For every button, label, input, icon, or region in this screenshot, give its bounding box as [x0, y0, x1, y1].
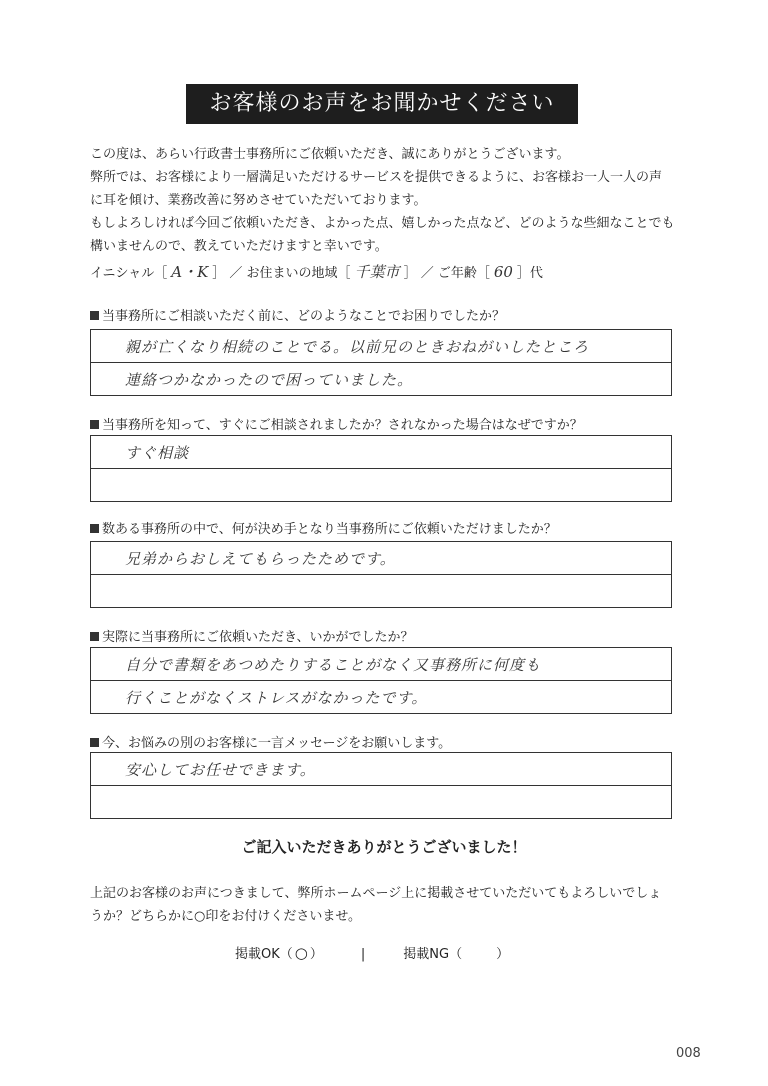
- publish-ok-close: ）: [309, 947, 323, 962]
- question-text: 数ある事務所の中で、何が決め手となり当事務所にご依頼いただけましたか？: [102, 522, 557, 537]
- square-bullet-icon: [90, 524, 99, 533]
- handwritten-answer: 連絡つかなかったので困っていました。: [125, 371, 414, 389]
- question-text: 実際に当事務所にご依頼いただき、いかがでしたか？: [102, 630, 414, 645]
- answer-row: [91, 330, 671, 363]
- answer-box-3: [90, 541, 672, 608]
- intro-text: [90, 143, 690, 258]
- consent-text: [90, 882, 690, 928]
- question-text: 当事務所を知って、すぐにご相談されましたか？されなかった場合はなぜですか？: [102, 418, 583, 433]
- age-label: ］ ／ ご年齢［: [403, 266, 490, 281]
- answer-row: [91, 753, 671, 786]
- age-value: 60: [493, 263, 513, 281]
- handwritten-answer: 行くことがなくストレスがなかったです。: [125, 689, 428, 707]
- square-bullet-icon: [90, 632, 99, 641]
- answer-row: [91, 575, 671, 607]
- answer-box-5: [90, 752, 672, 819]
- initial-value: A・K: [171, 263, 209, 281]
- answer-row: [91, 363, 671, 395]
- intro-line: に耳を傾け、業務改善に努めさせていただいております。: [90, 193, 427, 208]
- age-suffix: ］代: [516, 266, 543, 281]
- answer-row: [91, 469, 671, 501]
- square-bullet-icon: [90, 311, 99, 320]
- question-text: 当事務所にご相談いただく前に、どのようなことでお困りでしたか？: [102, 309, 506, 324]
- intro-line: この度は、あらい行政書士事務所にご依頼いただき、誠にありがとうございます。: [90, 147, 570, 162]
- answer-row: [91, 436, 671, 469]
- answer-box-4: [90, 647, 672, 714]
- answer-box-1: [90, 329, 672, 396]
- handwritten-answer: 自分で書類をあつめたりすることがなく又事務所に何度も: [125, 656, 542, 674]
- publish-ok-option[interactable]: [235, 944, 323, 962]
- region-value: 千葉市: [354, 263, 400, 281]
- page-title: お客様のお声をお聞かせください: [186, 84, 578, 124]
- question-5-label: [90, 732, 451, 751]
- publish-ng-label: 掲載NG（: [403, 947, 463, 962]
- intro-line: 弊所では、お客様により一層満足いただけるサービスを提供できるように、お客様お一人一人の声: [90, 170, 663, 185]
- answer-row: [91, 542, 671, 575]
- answer-box-2: [90, 435, 672, 502]
- consent-line: 上記のお客様のお声につきまして、弊所ホームページ上に掲載させていただいてもよろしいでしょ: [90, 886, 662, 901]
- handwritten-answer: 安心してお任せできます。: [125, 761, 316, 779]
- handwritten-answer: すぐ相談: [125, 444, 190, 462]
- publish-ok-mark: ○: [294, 944, 308, 962]
- answer-row: [91, 681, 671, 713]
- square-bullet-icon: [90, 738, 99, 747]
- handwritten-answer: 兄弟からおしえてもらったためです。: [125, 550, 396, 568]
- initial-label: イニシャル［: [90, 266, 168, 281]
- answer-row: [91, 786, 671, 818]
- question-3-label: [90, 518, 557, 537]
- question-1-label: [90, 305, 505, 324]
- square-bullet-icon: [90, 420, 99, 429]
- page-number: 008: [676, 1046, 701, 1061]
- publish-ng-option[interactable]: [403, 947, 509, 962]
- publish-ng-close: ）: [496, 947, 510, 962]
- region-label: ］ ／ お住まいの地域［: [212, 266, 351, 281]
- choice-separator: |: [360, 947, 366, 962]
- publish-choices: [235, 943, 509, 962]
- intro-line: 構いませんので、教えていただけますと幸いです。: [90, 239, 388, 254]
- handwritten-answer: 親が亡くなり相続のことでる。以前兄のときおねがいしたところ: [125, 338, 590, 356]
- publish-ok-label: 掲載OK（: [235, 947, 293, 962]
- question-text: 今、お悩みの別のお客様に一言メッセージをお願いします。: [102, 736, 452, 751]
- profile-line: [90, 261, 543, 282]
- question-2-label: [90, 414, 583, 433]
- consent-line: うか？どちらかに○印をお付けくださいませ。: [90, 909, 361, 924]
- question-4-label: [90, 626, 413, 645]
- answer-row: [91, 648, 671, 681]
- thanks-message: ご記入いただきありがとうございました！: [241, 838, 527, 856]
- intro-line: もしよろしければ今回ご依頼いただき、よかった点、嬉しかった点など、どのような些細なことでも: [90, 216, 675, 231]
